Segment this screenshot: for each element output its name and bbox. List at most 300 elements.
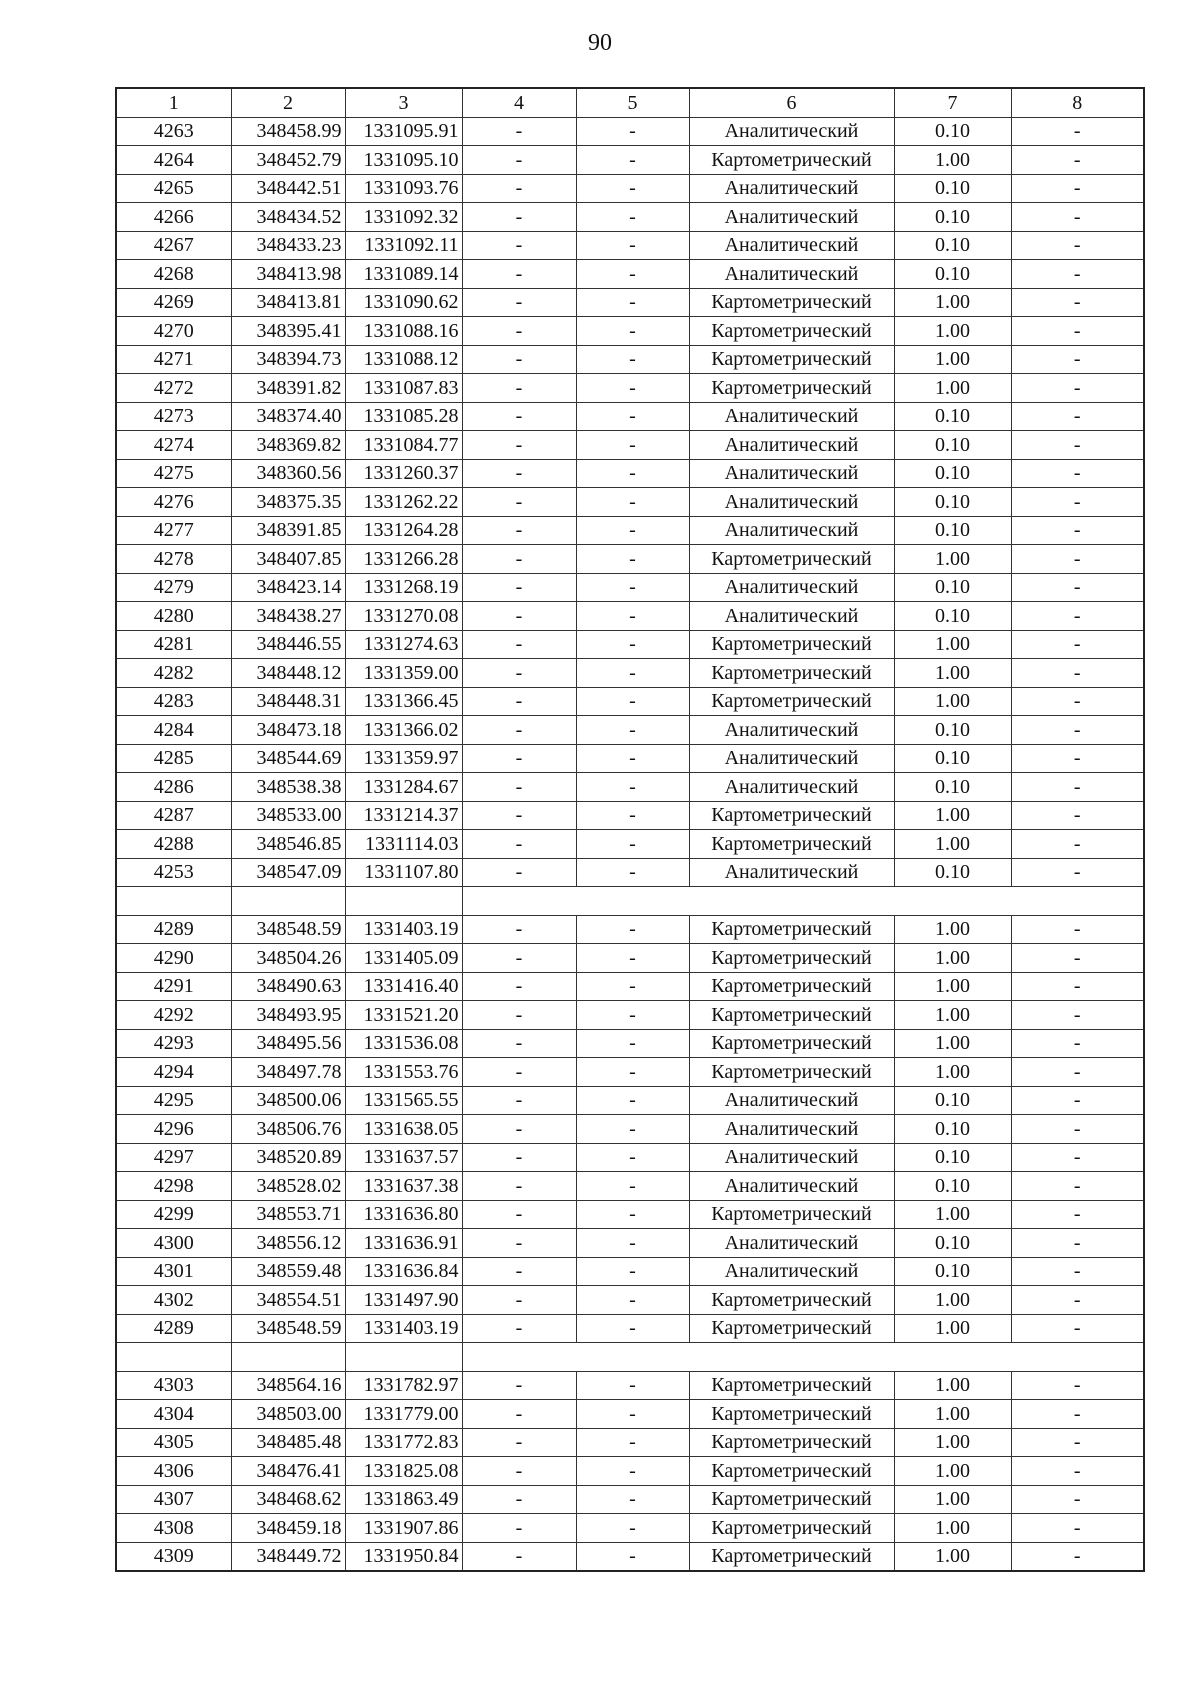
- accuracy-cell: 0.10: [894, 174, 1011, 203]
- column-8-cell: -: [1011, 1314, 1144, 1343]
- table-row: [116, 374, 1144, 403]
- accuracy-cell: 0.10: [894, 459, 1011, 488]
- accuracy-cell: 1.00: [894, 1400, 1011, 1429]
- column-8-cell: -: [1011, 117, 1144, 146]
- table-row: [116, 231, 1144, 260]
- y-coordinate-cell: 1331637.57: [345, 1143, 462, 1172]
- x-coordinate-cell: 348553.71: [231, 1200, 345, 1229]
- column-5-cell: -: [576, 1542, 689, 1571]
- column-5-cell: -: [576, 1314, 689, 1343]
- accuracy-cell: 0.10: [894, 716, 1011, 745]
- table-row: [116, 545, 1144, 574]
- x-coordinate-cell: 348554.51: [231, 1286, 345, 1315]
- column-4-cell: -: [462, 203, 576, 232]
- column-4-cell: -: [462, 146, 576, 175]
- point-number-cell: 4264: [116, 146, 231, 175]
- y-coordinate-cell: 1331359.97: [345, 744, 462, 773]
- method-cell: Картометрический: [689, 545, 894, 574]
- y-coordinate-cell: 1331553.76: [345, 1058, 462, 1087]
- point-number-cell: 4308: [116, 1514, 231, 1543]
- y-coordinate-cell: 1331416.40: [345, 972, 462, 1001]
- column-4-cell: -: [462, 915, 576, 944]
- method-cell: Аналитический: [689, 260, 894, 289]
- point-number-cell: 4307: [116, 1485, 231, 1514]
- column-5-cell: -: [576, 630, 689, 659]
- table-row: [116, 830, 1144, 859]
- column-4-cell: -: [462, 744, 576, 773]
- column-8-cell: -: [1011, 1172, 1144, 1201]
- accuracy-cell: 1.00: [894, 146, 1011, 175]
- column-4-cell: -: [462, 1457, 576, 1486]
- column-4-cell: -: [462, 1115, 576, 1144]
- method-cell: Аналитический: [689, 488, 894, 517]
- column-4-cell: -: [462, 659, 576, 688]
- empty-cell: [116, 887, 231, 916]
- y-coordinate-cell: 1331536.08: [345, 1029, 462, 1058]
- point-number-cell: 4265: [116, 174, 231, 203]
- table-row: [116, 944, 1144, 973]
- column-5-cell: -: [576, 1086, 689, 1115]
- accuracy-cell: 0.10: [894, 231, 1011, 260]
- empty-cell: [462, 1343, 576, 1372]
- point-number-cell: 4276: [116, 488, 231, 517]
- accuracy-cell: 0.10: [894, 602, 1011, 631]
- accuracy-cell: 1.00: [894, 1457, 1011, 1486]
- y-coordinate-cell: 1331093.76: [345, 174, 462, 203]
- table-row: [116, 431, 1144, 460]
- table-row: [116, 1200, 1144, 1229]
- x-coordinate-cell: 348442.51: [231, 174, 345, 203]
- x-coordinate-cell: 348369.82: [231, 431, 345, 460]
- x-coordinate-cell: 348520.89: [231, 1143, 345, 1172]
- column-8-cell: -: [1011, 801, 1144, 830]
- column-5-cell: -: [576, 374, 689, 403]
- column-4-cell: -: [462, 117, 576, 146]
- x-coordinate-cell: 348360.56: [231, 459, 345, 488]
- accuracy-cell: 1.00: [894, 1542, 1011, 1571]
- x-coordinate-cell: 348495.56: [231, 1029, 345, 1058]
- column-4-cell: -: [462, 830, 576, 859]
- method-cell: Картометрический: [689, 687, 894, 716]
- column-4-cell: -: [462, 944, 576, 973]
- accuracy-cell: 0.10: [894, 516, 1011, 545]
- table-row: [116, 1286, 1144, 1315]
- y-coordinate-cell: 1331088.16: [345, 317, 462, 346]
- column-5-cell: -: [576, 1428, 689, 1457]
- x-coordinate-cell: 348547.09: [231, 858, 345, 887]
- column-8-cell: -: [1011, 573, 1144, 602]
- column-4-cell: -: [462, 1514, 576, 1543]
- method-cell: Аналитический: [689, 602, 894, 631]
- x-coordinate-cell: 348493.95: [231, 1001, 345, 1030]
- x-coordinate-cell: 348490.63: [231, 972, 345, 1001]
- x-coordinate-cell: 348500.06: [231, 1086, 345, 1115]
- column-5-cell: -: [576, 1514, 689, 1543]
- method-cell: Аналитический: [689, 203, 894, 232]
- column-8-cell: -: [1011, 1200, 1144, 1229]
- table-row: [116, 402, 1144, 431]
- x-coordinate-cell: 348476.41: [231, 1457, 345, 1486]
- column-8-cell: -: [1011, 1286, 1144, 1315]
- point-number-cell: 4286: [116, 773, 231, 802]
- table-row: [116, 117, 1144, 146]
- y-coordinate-cell: 1331405.09: [345, 944, 462, 973]
- accuracy-cell: 1.00: [894, 659, 1011, 688]
- method-cell: Картометрический: [689, 1314, 894, 1343]
- column-8-cell: -: [1011, 1371, 1144, 1400]
- column-4-cell: -: [462, 1058, 576, 1087]
- column-header: 1: [116, 88, 231, 117]
- x-coordinate-cell: 348538.38: [231, 773, 345, 802]
- table-row: [116, 1115, 1144, 1144]
- table-row: [116, 573, 1144, 602]
- y-coordinate-cell: 1331092.32: [345, 203, 462, 232]
- point-number-cell: 4284: [116, 716, 231, 745]
- column-5-cell: -: [576, 1058, 689, 1087]
- method-cell: Аналитический: [689, 1172, 894, 1201]
- column-8-cell: -: [1011, 1229, 1144, 1258]
- column-5-cell: -: [576, 459, 689, 488]
- y-coordinate-cell: 1331260.37: [345, 459, 462, 488]
- column-5-cell: -: [576, 288, 689, 317]
- column-8-cell: -: [1011, 345, 1144, 374]
- point-number-cell: 4288: [116, 830, 231, 859]
- accuracy-cell: 1.00: [894, 944, 1011, 973]
- point-number-cell: 4294: [116, 1058, 231, 1087]
- column-5-cell: -: [576, 516, 689, 545]
- x-coordinate-cell: 348546.85: [231, 830, 345, 859]
- x-coordinate-cell: 348449.72: [231, 1542, 345, 1571]
- method-cell: Аналитический: [689, 773, 894, 802]
- column-4-cell: -: [462, 602, 576, 631]
- point-number-cell: 4300: [116, 1229, 231, 1258]
- column-4-cell: -: [462, 317, 576, 346]
- y-coordinate-cell: 1331089.14: [345, 260, 462, 289]
- point-number-cell: 4291: [116, 972, 231, 1001]
- y-coordinate-cell: 1331636.91: [345, 1229, 462, 1258]
- table-row: [116, 659, 1144, 688]
- column-4-cell: -: [462, 573, 576, 602]
- table-row: [116, 602, 1144, 631]
- column-4-cell: -: [462, 1428, 576, 1457]
- empty-cell: [231, 1343, 345, 1372]
- method-cell: Картометрический: [689, 801, 894, 830]
- x-coordinate-cell: 348391.85: [231, 516, 345, 545]
- y-coordinate-cell: 1331264.28: [345, 516, 462, 545]
- column-4-cell: -: [462, 1485, 576, 1514]
- column-4-cell: -: [462, 716, 576, 745]
- column-header: 7: [894, 88, 1011, 117]
- x-coordinate-cell: 348391.82: [231, 374, 345, 403]
- accuracy-cell: 1.00: [894, 1314, 1011, 1343]
- column-5-cell: -: [576, 174, 689, 203]
- empty-cell: [116, 1343, 231, 1372]
- column-4-cell: -: [462, 1314, 576, 1343]
- y-coordinate-cell: 1331863.49: [345, 1485, 462, 1514]
- column-8-cell: -: [1011, 1457, 1144, 1486]
- x-coordinate-cell: 348413.81: [231, 288, 345, 317]
- y-coordinate-cell: 1331085.28: [345, 402, 462, 431]
- column-5-cell: -: [576, 1001, 689, 1030]
- column-4-cell: -: [462, 801, 576, 830]
- column-4-cell: -: [462, 260, 576, 289]
- column-5-cell: -: [576, 915, 689, 944]
- method-cell: Картометрический: [689, 659, 894, 688]
- column-5-cell: -: [576, 573, 689, 602]
- point-number-cell: 4285: [116, 744, 231, 773]
- point-number-cell: 4299: [116, 1200, 231, 1229]
- table-row: [116, 203, 1144, 232]
- column-5-cell: -: [576, 1229, 689, 1258]
- column-5-cell: -: [576, 1485, 689, 1514]
- method-cell: Аналитический: [689, 231, 894, 260]
- column-5-cell: -: [576, 345, 689, 374]
- column-4-cell: -: [462, 687, 576, 716]
- column-header: 4: [462, 88, 576, 117]
- table-row: [116, 1001, 1144, 1030]
- column-5-cell: -: [576, 117, 689, 146]
- method-cell: Аналитический: [689, 117, 894, 146]
- column-8-cell: -: [1011, 288, 1144, 317]
- method-cell: Картометрический: [689, 944, 894, 973]
- column-4-cell: -: [462, 1086, 576, 1115]
- x-coordinate-cell: 348446.55: [231, 630, 345, 659]
- empty-cell: [1011, 887, 1144, 916]
- column-header: 2: [231, 88, 345, 117]
- x-coordinate-cell: 348423.14: [231, 573, 345, 602]
- column-5-cell: -: [576, 773, 689, 802]
- x-coordinate-cell: 348394.73: [231, 345, 345, 374]
- empty-cell: [462, 887, 576, 916]
- column-4-cell: -: [462, 488, 576, 517]
- column-8-cell: -: [1011, 773, 1144, 802]
- column-4-cell: -: [462, 1229, 576, 1258]
- column-8-cell: -: [1011, 459, 1144, 488]
- table-row: [116, 1400, 1144, 1429]
- column-5-cell: -: [576, 545, 689, 574]
- method-cell: Аналитический: [689, 1115, 894, 1144]
- column-8-cell: -: [1011, 1115, 1144, 1144]
- column-8-cell: -: [1011, 1058, 1144, 1087]
- table-row: [116, 516, 1144, 545]
- column-8-cell: -: [1011, 545, 1144, 574]
- y-coordinate-cell: 1331782.97: [345, 1371, 462, 1400]
- method-cell: Аналитический: [689, 573, 894, 602]
- point-number-cell: 4293: [116, 1029, 231, 1058]
- table-row: [116, 1542, 1144, 1571]
- point-number-cell: 4280: [116, 602, 231, 631]
- y-coordinate-cell: 1331636.84: [345, 1257, 462, 1286]
- point-number-cell: 4295: [116, 1086, 231, 1115]
- x-coordinate-cell: 348556.12: [231, 1229, 345, 1258]
- x-coordinate-cell: 348564.16: [231, 1371, 345, 1400]
- accuracy-cell: 0.10: [894, 1229, 1011, 1258]
- column-8-cell: -: [1011, 1485, 1144, 1514]
- x-coordinate-cell: 348485.48: [231, 1428, 345, 1457]
- column-4-cell: -: [462, 1371, 576, 1400]
- empty-cell: [894, 887, 1011, 916]
- accuracy-cell: 1.00: [894, 1428, 1011, 1457]
- y-coordinate-cell: 1331521.20: [345, 1001, 462, 1030]
- point-number-cell: 4303: [116, 1371, 231, 1400]
- method-cell: Картометрический: [689, 345, 894, 374]
- column-4-cell: -: [462, 1029, 576, 1058]
- column-5-cell: -: [576, 944, 689, 973]
- method-cell: Картометрический: [689, 1029, 894, 1058]
- point-number-cell: 4266: [116, 203, 231, 232]
- accuracy-cell: 1.00: [894, 288, 1011, 317]
- accuracy-cell: 0.10: [894, 260, 1011, 289]
- column-8-cell: -: [1011, 944, 1144, 973]
- column-8-cell: -: [1011, 858, 1144, 887]
- point-number-cell: 4275: [116, 459, 231, 488]
- table-row: [116, 488, 1144, 517]
- table-row: [116, 1029, 1144, 1058]
- column-4-cell: -: [462, 459, 576, 488]
- column-5-cell: -: [576, 602, 689, 631]
- column-8-cell: -: [1011, 1001, 1144, 1030]
- accuracy-cell: 1.00: [894, 1485, 1011, 1514]
- y-coordinate-cell: 1331636.80: [345, 1200, 462, 1229]
- table-row: [116, 716, 1144, 745]
- column-header: 5: [576, 88, 689, 117]
- empty-cell: [894, 1343, 1011, 1372]
- empty-cell: [576, 887, 689, 916]
- method-cell: Аналитический: [689, 716, 894, 745]
- point-number-cell: 4283: [116, 687, 231, 716]
- accuracy-cell: 0.10: [894, 573, 1011, 602]
- column-8-cell: -: [1011, 488, 1144, 517]
- point-number-cell: 4296: [116, 1115, 231, 1144]
- separator-row: [116, 887, 1144, 916]
- table-row: [116, 1172, 1144, 1201]
- accuracy-cell: 1.00: [894, 345, 1011, 374]
- accuracy-cell: 1.00: [894, 1058, 1011, 1087]
- method-cell: Картометрический: [689, 1542, 894, 1571]
- table-row: [116, 345, 1144, 374]
- y-coordinate-cell: 1331214.37: [345, 801, 462, 830]
- table-body: [116, 117, 1144, 1571]
- method-cell: Картометрический: [689, 1200, 894, 1229]
- column-4-cell: -: [462, 1257, 576, 1286]
- column-4-cell: -: [462, 1001, 576, 1030]
- table-row: [116, 1485, 1144, 1514]
- table-row: [116, 630, 1144, 659]
- point-number-cell: 4277: [116, 516, 231, 545]
- column-8-cell: -: [1011, 260, 1144, 289]
- column-8-cell: -: [1011, 146, 1144, 175]
- table-row: [116, 1371, 1144, 1400]
- method-cell: Аналитический: [689, 1143, 894, 1172]
- column-4-cell: -: [462, 374, 576, 403]
- method-cell: Аналитический: [689, 744, 894, 773]
- column-5-cell: -: [576, 146, 689, 175]
- table-row: [116, 1457, 1144, 1486]
- method-cell: Картометрический: [689, 1058, 894, 1087]
- x-coordinate-cell: 348506.76: [231, 1115, 345, 1144]
- point-number-cell: 4282: [116, 659, 231, 688]
- point-number-cell: 4289: [116, 1314, 231, 1343]
- point-number-cell: 4268: [116, 260, 231, 289]
- column-8-cell: -: [1011, 402, 1144, 431]
- accuracy-cell: 1.00: [894, 915, 1011, 944]
- point-number-cell: 4274: [116, 431, 231, 460]
- column-8-cell: -: [1011, 1029, 1144, 1058]
- column-8-cell: -: [1011, 716, 1144, 745]
- method-cell: Картометрический: [689, 1428, 894, 1457]
- method-cell: Картометрический: [689, 1457, 894, 1486]
- empty-cell: [345, 1343, 462, 1372]
- column-5-cell: -: [576, 972, 689, 1001]
- x-coordinate-cell: 348503.00: [231, 1400, 345, 1429]
- method-cell: Аналитический: [689, 402, 894, 431]
- empty-cell: [231, 887, 345, 916]
- column-5-cell: -: [576, 203, 689, 232]
- accuracy-cell: 0.10: [894, 117, 1011, 146]
- column-8-cell: -: [1011, 174, 1144, 203]
- accuracy-cell: 0.10: [894, 744, 1011, 773]
- table-row: [116, 972, 1144, 1001]
- point-number-cell: 4253: [116, 858, 231, 887]
- empty-cell: [345, 887, 462, 916]
- column-5-cell: -: [576, 231, 689, 260]
- accuracy-cell: 1.00: [894, 687, 1011, 716]
- x-coordinate-cell: 348395.41: [231, 317, 345, 346]
- y-coordinate-cell: 1331095.10: [345, 146, 462, 175]
- column-5-cell: -: [576, 488, 689, 517]
- empty-cell: [576, 1343, 689, 1372]
- x-coordinate-cell: 348374.40: [231, 402, 345, 431]
- column-4-cell: -: [462, 1286, 576, 1315]
- table-row: [116, 146, 1144, 175]
- x-coordinate-cell: 348438.27: [231, 602, 345, 631]
- column-5-cell: -: [576, 659, 689, 688]
- y-coordinate-cell: 1331095.91: [345, 117, 462, 146]
- y-coordinate-cell: 1331270.08: [345, 602, 462, 631]
- accuracy-cell: 0.10: [894, 488, 1011, 517]
- y-coordinate-cell: 1331090.62: [345, 288, 462, 317]
- accuracy-cell: 1.00: [894, 972, 1011, 1001]
- method-cell: Картометрический: [689, 972, 894, 1001]
- x-coordinate-cell: 348468.62: [231, 1485, 345, 1514]
- x-coordinate-cell: 348533.00: [231, 801, 345, 830]
- column-4-cell: -: [462, 431, 576, 460]
- accuracy-cell: 1.00: [894, 1200, 1011, 1229]
- accuracy-cell: 1.00: [894, 545, 1011, 574]
- accuracy-cell: 0.10: [894, 431, 1011, 460]
- x-coordinate-cell: 348434.52: [231, 203, 345, 232]
- table-row: [116, 174, 1144, 203]
- column-5-cell: -: [576, 1143, 689, 1172]
- point-number-cell: 4304: [116, 1400, 231, 1429]
- point-number-cell: 4306: [116, 1457, 231, 1486]
- table-row: [116, 1086, 1144, 1115]
- accuracy-cell: 1.00: [894, 1371, 1011, 1400]
- y-coordinate-cell: 1331565.55: [345, 1086, 462, 1115]
- y-coordinate-cell: 1331262.22: [345, 488, 462, 517]
- point-number-cell: 4289: [116, 915, 231, 944]
- y-coordinate-cell: 1331403.19: [345, 915, 462, 944]
- column-4-cell: -: [462, 1400, 576, 1429]
- column-5-cell: -: [576, 1457, 689, 1486]
- column-5-cell: -: [576, 687, 689, 716]
- x-coordinate-cell: 348448.12: [231, 659, 345, 688]
- column-5-cell: -: [576, 1172, 689, 1201]
- method-cell: Картометрический: [689, 1514, 894, 1543]
- y-coordinate-cell: 1331497.90: [345, 1286, 462, 1315]
- column-5-cell: -: [576, 1257, 689, 1286]
- x-coordinate-cell: 348459.18: [231, 1514, 345, 1543]
